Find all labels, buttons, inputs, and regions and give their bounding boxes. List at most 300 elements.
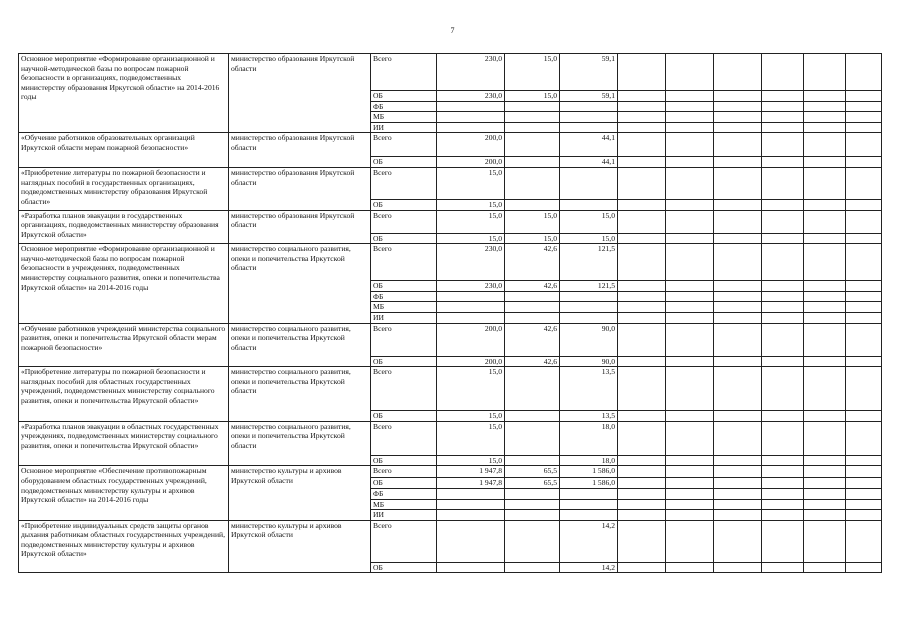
- empty-cell: [618, 466, 666, 478]
- empty-cell: [804, 101, 846, 112]
- empty-cell: [846, 478, 882, 489]
- empty-cell: [804, 244, 846, 281]
- empty-cell: [714, 562, 762, 573]
- empty-cell: [666, 520, 714, 562]
- activity-name-cell: «Обучение работников образовательных организаций Иркутской области мерам пожарной безопасности»: [19, 133, 229, 168]
- empty-cell: [666, 167, 714, 199]
- empty-cell: [804, 233, 846, 244]
- amount-cell: 230,0: [437, 244, 505, 281]
- empty-cell: [762, 91, 804, 102]
- empty-cell: [666, 455, 714, 466]
- funding-source-cell: Всего: [371, 520, 437, 562]
- amount-cell: [505, 455, 560, 466]
- amount-cell: 14,2: [560, 520, 618, 562]
- table-row: [19, 244, 882, 281]
- empty-cell: [804, 499, 846, 510]
- empty-cell: [846, 356, 882, 367]
- empty-cell: [714, 356, 762, 367]
- empty-cell: [846, 323, 882, 356]
- empty-cell: [804, 291, 846, 302]
- empty-cell: [804, 478, 846, 489]
- amount-cell: 1 586,0: [560, 466, 618, 478]
- amount-cell: [505, 421, 560, 455]
- empty-cell: [762, 199, 804, 210]
- activity-name-cell: «Приобретение индивидуальных средств защиты органов дыхания работникам областных государственных учреждений, подведомственных министерству культуры и архивов Иркутской области»: [19, 520, 229, 573]
- empty-cell: [804, 356, 846, 367]
- amount-cell: [560, 167, 618, 199]
- empty-cell: [762, 478, 804, 489]
- amount-cell: 15,0: [437, 455, 505, 466]
- empty-cell: [618, 323, 666, 356]
- empty-cell: [762, 367, 804, 411]
- empty-cell: [846, 312, 882, 323]
- empty-cell: [618, 411, 666, 422]
- funding-source-cell: Всего: [371, 167, 437, 199]
- empty-cell: [714, 54, 762, 91]
- empty-cell: [666, 488, 714, 499]
- amount-cell: [437, 101, 505, 112]
- page-number: 7: [450, 26, 455, 35]
- funding-source-cell: ФБ: [371, 101, 437, 112]
- funding-source-cell: ОБ: [371, 356, 437, 367]
- amount-cell: 121,5: [560, 244, 618, 281]
- empty-cell: [714, 323, 762, 356]
- amount-cell: [560, 302, 618, 313]
- empty-cell: [804, 562, 846, 573]
- empty-cell: [666, 302, 714, 313]
- empty-cell: [846, 281, 882, 292]
- amount-cell: 59,1: [560, 91, 618, 102]
- table-row: [19, 133, 882, 157]
- amount-cell: 15,0: [437, 210, 505, 233]
- empty-cell: [804, 411, 846, 422]
- empty-cell: [846, 367, 882, 411]
- empty-cell: [618, 499, 666, 510]
- amount-cell: [560, 199, 618, 210]
- funding-source-cell: Всего: [371, 54, 437, 91]
- amount-cell: [437, 510, 505, 521]
- empty-cell: [714, 101, 762, 112]
- empty-cell: [846, 466, 882, 478]
- empty-cell: [762, 411, 804, 422]
- empty-cell: [846, 244, 882, 281]
- executor-cell: министерство образования Иркутской области: [229, 210, 371, 244]
- amount-cell: 42,6: [505, 281, 560, 292]
- funding-source-cell: МБ: [371, 302, 437, 313]
- empty-cell: [714, 510, 762, 521]
- empty-cell: [618, 133, 666, 157]
- empty-cell: [804, 157, 846, 168]
- amount-cell: 1 586,0: [560, 478, 618, 489]
- empty-cell: [666, 199, 714, 210]
- empty-cell: [804, 302, 846, 313]
- empty-cell: [666, 122, 714, 133]
- empty-cell: [618, 157, 666, 168]
- amount-cell: [505, 167, 560, 199]
- amount-cell: [505, 199, 560, 210]
- amount-cell: 13,5: [560, 411, 618, 422]
- empty-cell: [666, 281, 714, 292]
- empty-cell: [714, 199, 762, 210]
- empty-cell: [714, 281, 762, 292]
- table-row: [19, 54, 882, 91]
- funding-source-cell: МБ: [371, 499, 437, 510]
- empty-cell: [714, 312, 762, 323]
- empty-cell: [666, 367, 714, 411]
- amount-cell: [437, 291, 505, 302]
- funding-source-cell: Всего: [371, 466, 437, 478]
- empty-cell: [618, 210, 666, 233]
- empty-cell: [618, 233, 666, 244]
- empty-cell: [762, 356, 804, 367]
- empty-cell: [666, 133, 714, 157]
- program-table: [18, 53, 882, 573]
- funding-source-cell: Всего: [371, 323, 437, 356]
- empty-cell: [618, 122, 666, 133]
- empty-cell: [804, 367, 846, 411]
- amount-cell: [437, 312, 505, 323]
- empty-cell: [714, 210, 762, 233]
- amount-cell: [560, 112, 618, 123]
- executor-cell: министерство социального развития, опеки и попечительства Иркутской области: [229, 323, 371, 367]
- funding-source-cell: Всего: [371, 421, 437, 455]
- amount-cell: [505, 510, 560, 521]
- amount-cell: [505, 302, 560, 313]
- empty-cell: [804, 133, 846, 157]
- activity-name-cell: «Разработка планов эвакуации в государственных организациях, подведомственных министерству образования Иркутской области»: [19, 210, 229, 244]
- funding-source-cell: ИИ: [371, 312, 437, 323]
- funding-source-cell: ОБ: [371, 478, 437, 489]
- funding-source-cell: ОБ: [371, 455, 437, 466]
- empty-cell: [762, 157, 804, 168]
- empty-cell: [666, 356, 714, 367]
- amount-cell: [560, 122, 618, 133]
- empty-cell: [846, 122, 882, 133]
- amount-cell: [560, 312, 618, 323]
- empty-cell: [804, 281, 846, 292]
- amount-cell: 1 947,8: [437, 478, 505, 489]
- empty-cell: [666, 499, 714, 510]
- empty-cell: [714, 488, 762, 499]
- empty-cell: [846, 167, 882, 199]
- empty-cell: [762, 312, 804, 323]
- empty-cell: [846, 133, 882, 157]
- activity-name-cell: Основное мероприятие «Обеспечение противопожарным оборудованием областных государственных учреждений, подведомственных министерству культуры и архивов Иркутской области» на 2014-2016 годы: [19, 466, 229, 520]
- empty-cell: [762, 122, 804, 133]
- empty-cell: [846, 157, 882, 168]
- empty-cell: [762, 112, 804, 123]
- amount-cell: [560, 499, 618, 510]
- empty-cell: [714, 499, 762, 510]
- empty-cell: [714, 291, 762, 302]
- amount-cell: 15,0: [560, 233, 618, 244]
- amount-cell: 42,6: [505, 323, 560, 356]
- amount-cell: 15,0: [505, 91, 560, 102]
- empty-cell: [846, 112, 882, 123]
- empty-cell: [846, 499, 882, 510]
- empty-cell: [618, 281, 666, 292]
- activity-name-cell: «Приобретение литературы по пожарной безопасности и наглядных пособий в государственных организациях, подведомственных министерству образования Иркутской области»: [19, 167, 229, 210]
- empty-cell: [762, 455, 804, 466]
- empty-cell: [762, 54, 804, 91]
- empty-cell: [762, 281, 804, 292]
- empty-cell: [804, 312, 846, 323]
- empty-cell: [804, 122, 846, 133]
- empty-cell: [762, 466, 804, 478]
- empty-cell: [618, 520, 666, 562]
- amount-cell: [437, 520, 505, 562]
- empty-cell: [846, 291, 882, 302]
- empty-cell: [804, 466, 846, 478]
- amount-cell: [505, 488, 560, 499]
- empty-cell: [714, 455, 762, 466]
- amount-cell: 13,5: [560, 367, 618, 411]
- amount-cell: 1 947,8: [437, 466, 505, 478]
- amount-cell: 230,0: [437, 281, 505, 292]
- empty-cell: [804, 510, 846, 521]
- amount-cell: 15,0: [437, 233, 505, 244]
- empty-cell: [846, 54, 882, 91]
- funding-source-cell: ИИ: [371, 510, 437, 521]
- amount-cell: [560, 101, 618, 112]
- empty-cell: [804, 167, 846, 199]
- empty-cell: [846, 302, 882, 313]
- amount-cell: 15,0: [505, 210, 560, 233]
- amount-cell: [505, 133, 560, 157]
- empty-cell: [666, 101, 714, 112]
- funding-source-cell: ОБ: [371, 233, 437, 244]
- amount-cell: [437, 499, 505, 510]
- empty-cell: [762, 510, 804, 521]
- executor-cell: министерство культуры и архивов Иркутской области: [229, 520, 371, 573]
- amount-cell: [505, 112, 560, 123]
- amount-cell: 15,0: [505, 233, 560, 244]
- table-row: [19, 167, 882, 199]
- table-row: [19, 520, 882, 562]
- amount-cell: [505, 562, 560, 573]
- amount-cell: [505, 122, 560, 133]
- funding-source-cell: Всего: [371, 244, 437, 281]
- empty-cell: [714, 233, 762, 244]
- funding-source-cell: ОБ: [371, 91, 437, 102]
- amount-cell: 59,1: [560, 54, 618, 91]
- empty-cell: [762, 488, 804, 499]
- empty-cell: [666, 210, 714, 233]
- empty-cell: [666, 312, 714, 323]
- amount-cell: 44,1: [560, 157, 618, 168]
- table-row: [19, 323, 882, 356]
- executor-cell: министерство культуры и архивов Иркутской области: [229, 466, 371, 520]
- empty-cell: [618, 562, 666, 573]
- empty-cell: [804, 210, 846, 233]
- amount-cell: 200,0: [437, 356, 505, 367]
- empty-cell: [714, 466, 762, 478]
- empty-cell: [846, 199, 882, 210]
- empty-cell: [846, 520, 882, 562]
- funding-source-cell: ОБ: [371, 411, 437, 422]
- amount-cell: 44,1: [560, 133, 618, 157]
- empty-cell: [714, 133, 762, 157]
- empty-cell: [666, 112, 714, 123]
- empty-cell: [618, 510, 666, 521]
- activity-name-cell: Основное мероприятие «Формирование организационной и научной-методической базы по вопросам пожарной безопасности в организациях, подведомственных министерству образования Иркутской области» на 2014-2016 годы: [19, 54, 229, 133]
- amount-cell: 15,0: [437, 199, 505, 210]
- funding-source-cell: Всего: [371, 133, 437, 157]
- funding-source-cell: ОБ: [371, 281, 437, 292]
- empty-cell: [666, 244, 714, 281]
- empty-cell: [618, 356, 666, 367]
- amount-cell: 200,0: [437, 157, 505, 168]
- empty-cell: [804, 421, 846, 455]
- amount-cell: 18,0: [560, 455, 618, 466]
- empty-cell: [666, 233, 714, 244]
- empty-cell: [846, 421, 882, 455]
- empty-cell: [762, 133, 804, 157]
- table-row: [19, 421, 882, 455]
- empty-cell: [846, 562, 882, 573]
- empty-cell: [714, 91, 762, 102]
- empty-cell: [846, 91, 882, 102]
- amount-cell: [505, 411, 560, 422]
- empty-cell: [762, 562, 804, 573]
- table-row: [19, 367, 882, 411]
- amount-cell: 121,5: [560, 281, 618, 292]
- empty-cell: [762, 499, 804, 510]
- amount-cell: [560, 488, 618, 499]
- amount-cell: [505, 312, 560, 323]
- empty-cell: [804, 520, 846, 562]
- empty-cell: [846, 233, 882, 244]
- empty-cell: [666, 478, 714, 489]
- amount-cell: 65,5: [505, 466, 560, 478]
- executor-cell: министерство социального развития, опеки и попечительства Иркутской области: [229, 421, 371, 466]
- empty-cell: [618, 421, 666, 455]
- empty-cell: [762, 210, 804, 233]
- funding-source-cell: ОБ: [371, 562, 437, 573]
- amount-cell: [560, 510, 618, 521]
- activity-name-cell: «Приобретение литературы по пожарной безопасности и наглядных пособий для областных государственных учреждений, подведомственных министерству социального развития, опеки и попечительства Иркутской области»: [19, 367, 229, 422]
- amount-cell: [505, 101, 560, 112]
- empty-cell: [714, 421, 762, 455]
- empty-cell: [618, 312, 666, 323]
- empty-cell: [846, 488, 882, 499]
- empty-cell: [666, 510, 714, 521]
- empty-cell: [618, 488, 666, 499]
- funding-source-cell: ФБ: [371, 488, 437, 499]
- empty-cell: [618, 101, 666, 112]
- amount-cell: [505, 367, 560, 411]
- funding-source-cell: ОБ: [371, 199, 437, 210]
- empty-cell: [762, 244, 804, 281]
- empty-cell: [618, 167, 666, 199]
- empty-cell: [666, 421, 714, 455]
- empty-cell: [666, 466, 714, 478]
- amount-cell: [505, 499, 560, 510]
- amount-cell: 15,0: [437, 411, 505, 422]
- amount-cell: [437, 112, 505, 123]
- executor-cell: министерство образования Иркутской области: [229, 133, 371, 168]
- amount-cell: 14,2: [560, 562, 618, 573]
- empty-cell: [666, 157, 714, 168]
- amount-cell: 15,0: [437, 421, 505, 455]
- empty-cell: [618, 244, 666, 281]
- empty-cell: [714, 112, 762, 123]
- executor-cell: министерство социального развития, опеки и попечительства Иркутской области: [229, 244, 371, 323]
- empty-cell: [762, 302, 804, 313]
- amount-cell: 90,0: [560, 323, 618, 356]
- funding-source-cell: Всего: [371, 367, 437, 411]
- empty-cell: [618, 302, 666, 313]
- amount-cell: 65,5: [505, 478, 560, 489]
- amount-cell: [437, 562, 505, 573]
- executor-cell: министерство образования Иркутской области: [229, 54, 371, 133]
- funding-source-cell: ОБ: [371, 157, 437, 168]
- executor-cell: министерство социального развития, опеки и попечительства Иркутской области: [229, 367, 371, 422]
- amount-cell: [505, 520, 560, 562]
- amount-cell: 15,0: [437, 167, 505, 199]
- empty-cell: [618, 455, 666, 466]
- empty-cell: [762, 233, 804, 244]
- empty-cell: [804, 54, 846, 91]
- amount-cell: 200,0: [437, 323, 505, 356]
- empty-cell: [666, 411, 714, 422]
- empty-cell: [666, 91, 714, 102]
- empty-cell: [666, 54, 714, 91]
- empty-cell: [714, 244, 762, 281]
- activity-name-cell: «Разработка планов эвакуации в областных государственных учреждениях, подведомственных министерству социального развития, опеки и попечительства Иркутской области»: [19, 421, 229, 466]
- amount-cell: 15,0: [437, 367, 505, 411]
- empty-cell: [618, 91, 666, 102]
- empty-cell: [618, 112, 666, 123]
- amount-cell: 230,0: [437, 54, 505, 91]
- empty-cell: [714, 478, 762, 489]
- empty-cell: [762, 167, 804, 199]
- amount-cell: 15,0: [505, 54, 560, 91]
- amount-cell: 90,0: [560, 356, 618, 367]
- empty-cell: [714, 367, 762, 411]
- amount-cell: 18,0: [560, 421, 618, 455]
- empty-cell: [714, 302, 762, 313]
- empty-cell: [846, 510, 882, 521]
- empty-cell: [804, 488, 846, 499]
- empty-cell: [618, 291, 666, 302]
- empty-cell: [762, 421, 804, 455]
- empty-cell: [618, 367, 666, 411]
- empty-cell: [618, 54, 666, 91]
- empty-cell: [666, 562, 714, 573]
- empty-cell: [762, 520, 804, 562]
- funding-source-cell: ФБ: [371, 291, 437, 302]
- table-row: [19, 210, 882, 233]
- empty-cell: [714, 411, 762, 422]
- funding-source-cell: Всего: [371, 210, 437, 233]
- amount-cell: [437, 122, 505, 133]
- empty-cell: [762, 101, 804, 112]
- amount-cell: [505, 291, 560, 302]
- amount-cell: 42,6: [505, 244, 560, 281]
- amount-cell: 230,0: [437, 91, 505, 102]
- empty-cell: [714, 167, 762, 199]
- empty-cell: [846, 101, 882, 112]
- activity-name-cell: Основное мероприятие «Формирование организационной и научно-методической базы по вопросам пожарной безопасности в учреждениях, подведомственных министерству социального развития, опеки и попечительства Иркутской области» на 2014-2016 годы: [19, 244, 229, 323]
- amount-cell: [505, 157, 560, 168]
- empty-cell: [762, 323, 804, 356]
- empty-cell: [618, 478, 666, 489]
- amount-cell: 200,0: [437, 133, 505, 157]
- empty-cell: [846, 411, 882, 422]
- empty-cell: [666, 291, 714, 302]
- empty-cell: [804, 323, 846, 356]
